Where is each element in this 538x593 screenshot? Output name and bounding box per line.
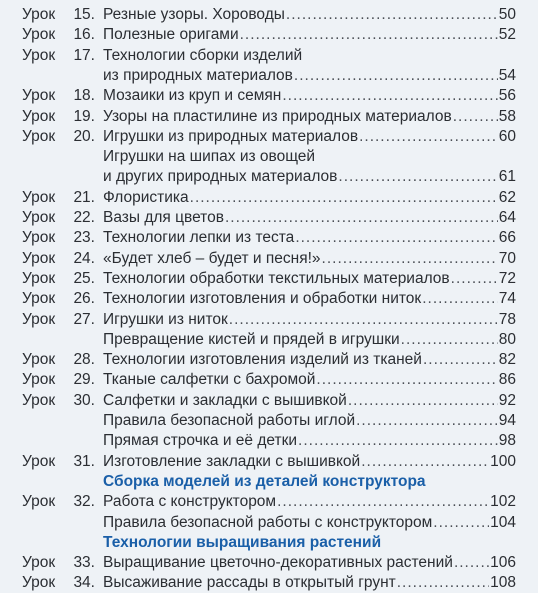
toc-entry: [103, 147, 516, 167]
lesson-label: Урок: [22, 574, 56, 592]
toc-entry: [103, 86, 516, 106]
entry-title: Высаживание рассады в открытый грунт: [103, 574, 396, 592]
toc-entry: [103, 269, 516, 289]
lesson-label: Урок: [22, 371, 56, 389]
lesson-number: 30.: [73, 391, 95, 409]
page-number: 106: [490, 554, 516, 572]
lesson-label: Урок: [22, 290, 56, 308]
section-title: Технологии выращивания растений: [103, 533, 382, 551]
page-number: 102: [490, 493, 516, 511]
toc-entry: [103, 330, 516, 350]
dot-leader: [229, 310, 498, 330]
lesson-number: 29.: [73, 371, 95, 389]
lesson-number: 27.: [73, 310, 95, 328]
entry-title: Технологии обработки текстильных материалов: [103, 269, 450, 287]
toc-row: [0, 310, 538, 330]
dot-leader: [348, 391, 498, 411]
dot-leader: [322, 249, 498, 269]
toc-row: [0, 492, 538, 512]
toc-row: [0, 5, 538, 25]
entry-title: Технологии изготовления и обработки ниток: [103, 290, 422, 308]
toc-row: [0, 330, 538, 350]
lesson-number: 24.: [73, 249, 95, 267]
section-heading: [0, 533, 538, 553]
dot-leader: [298, 431, 498, 451]
entry-title: Технологии сборки изделий: [103, 46, 303, 64]
lesson-number: 32.: [73, 493, 95, 511]
toc-row: [0, 431, 538, 451]
page-number: 60: [498, 127, 516, 145]
lesson-label: Урок: [22, 249, 56, 267]
entry-title: Работа с конструктором: [103, 493, 277, 511]
page-number: 98: [498, 432, 516, 450]
page-number: 70: [498, 249, 516, 267]
lesson-number: 23.: [73, 229, 95, 247]
toc-entry: [103, 167, 516, 187]
page-number: 94: [498, 412, 516, 429]
toc-row: [0, 391, 538, 411]
page-number: 66: [498, 229, 516, 247]
toc-row: [0, 107, 538, 127]
lesson-label: Урок: [22, 229, 56, 247]
page-number: 108: [490, 574, 516, 592]
entry-title: Выращивание цветочно-декоративных растений: [103, 554, 453, 572]
dot-leader: [190, 188, 498, 208]
toc-entry: [103, 553, 516, 573]
lesson-number: 28.: [73, 351, 95, 369]
toc-row: [0, 208, 538, 228]
toc-entry: [103, 5, 516, 25]
toc-entry: [103, 492, 516, 512]
dot-leader: [316, 370, 497, 390]
lesson-label: Урок: [22, 127, 56, 145]
entry-title: Резные узоры. Хороводы: [103, 6, 285, 23]
lesson-label: Урок: [22, 391, 56, 409]
toc-row: [0, 573, 538, 593]
dot-leader: [286, 5, 498, 25]
lesson-label: Урок: [22, 87, 56, 105]
toc-row: [0, 25, 538, 45]
dot-leader: [433, 513, 489, 533]
dot-leader: [338, 167, 497, 187]
page-number: 62: [498, 188, 516, 206]
toc-row: [0, 452, 538, 472]
entry-title: Полезные оригами: [103, 26, 239, 44]
lesson-number: 20.: [73, 127, 95, 145]
dot-leader: [401, 330, 498, 350]
toc-row: [0, 86, 538, 106]
toc-entry: [103, 310, 516, 330]
toc-entry: [103, 431, 516, 451]
page-number: 61: [498, 168, 516, 186]
dot-leader: [423, 350, 498, 370]
page-number: 100: [490, 452, 516, 470]
dot-leader: [451, 269, 498, 289]
toc-row: [0, 350, 538, 370]
toc-row: [0, 513, 538, 533]
toc-entry: [103, 25, 516, 45]
entry-title: Мозаики из круп и семян: [103, 87, 282, 105]
entry-title: Игрушки на шипах из овощей: [103, 148, 316, 166]
page-number: 58: [498, 107, 516, 125]
toc-row: [0, 269, 538, 289]
toc-row: [0, 66, 538, 86]
lesson-number: 31.: [73, 452, 95, 470]
dot-leader: [294, 66, 498, 86]
lesson-number: 33.: [73, 554, 95, 572]
entry-title: из природных материалов: [103, 66, 293, 84]
toc-entry: [103, 370, 516, 390]
toc-entry: [103, 107, 516, 127]
dot-leader: [277, 492, 489, 512]
toc-entry: [103, 208, 516, 228]
entry-title: «Будет хлеб – будет и песня!»: [103, 249, 321, 267]
dot-leader: [225, 208, 498, 228]
lesson-number: 17.: [73, 46, 95, 64]
section-heading: [0, 472, 538, 492]
toc-entry: [103, 452, 516, 472]
lesson-label: Урок: [22, 6, 56, 23]
lesson-label: Урок: [22, 452, 56, 470]
lesson-label: Урок: [22, 107, 56, 125]
entry-title: Игрушки из ниток: [103, 310, 228, 328]
dot-leader: [397, 573, 489, 593]
lesson-label: Урок: [22, 26, 56, 44]
toc-entry: [103, 249, 516, 269]
toc-row: [0, 228, 538, 248]
lesson-label: Урок: [22, 554, 56, 572]
toc-entry: [103, 411, 516, 431]
toc-row: [0, 167, 538, 187]
dot-leader: [422, 289, 498, 309]
lesson-number: 26.: [73, 290, 95, 308]
dot-leader: [295, 228, 497, 248]
toc-entry: [103, 513, 516, 533]
lesson-label: Урок: [22, 269, 56, 287]
lesson-label: Урок: [22, 351, 56, 369]
toc-row: [0, 46, 538, 66]
toc-row: [0, 370, 538, 390]
entry-title: Технологии лепки из теста: [103, 229, 295, 247]
toc-entry: [103, 66, 516, 86]
lesson-label: Урок: [22, 209, 56, 226]
dot-leader: [359, 127, 498, 147]
lesson-number: 16.: [73, 26, 95, 44]
toc-entry: [103, 573, 516, 593]
entry-title: Изготовление закладки с вышивкой: [103, 452, 361, 470]
toc-row: [0, 289, 538, 309]
page-number: 92: [498, 391, 516, 409]
toc-row: [0, 127, 538, 147]
dot-leader: [356, 411, 498, 431]
toc-row: [0, 553, 538, 573]
dot-leader: [240, 25, 498, 45]
toc-entry: [103, 533, 516, 553]
lesson-label: Урок: [22, 310, 56, 328]
page-number: 54: [498, 66, 516, 84]
entry-title: Правила безопасной работы с конструктором: [103, 513, 433, 531]
entry-title: Технологии изготовления изделий из тканей: [103, 351, 422, 369]
dot-leader: [361, 452, 489, 472]
toc-entry: [103, 350, 516, 370]
toc-entry: [103, 391, 516, 411]
dot-leader: [282, 86, 497, 106]
toc-entry: [103, 228, 516, 248]
toc-entry: [103, 46, 516, 66]
entry-title: Прямая строчка и её детки: [103, 432, 298, 450]
toc-entry: [103, 472, 516, 492]
entry-title: Салфетки и закладки с вышивкой: [103, 391, 347, 409]
lesson-number: 34.: [73, 574, 95, 592]
lesson-number: 21.: [73, 188, 95, 206]
section-title: Сборка моделей из деталей конструктора: [103, 472, 426, 490]
lesson-number: 19.: [73, 107, 95, 125]
dot-leader: [454, 553, 489, 573]
entry-title: Флористика: [103, 188, 189, 206]
lesson-label: Урок: [22, 46, 56, 64]
toc-row: [0, 249, 538, 269]
page-number: 72: [498, 269, 516, 287]
lesson-number: 22.: [73, 209, 95, 226]
page-number: 104: [490, 513, 516, 531]
entry-title: Узоры на пластилине из природных материалов: [103, 107, 452, 125]
toc-entry: [103, 289, 516, 309]
page-number: 64: [498, 209, 516, 226]
page-number: 74: [498, 290, 516, 308]
toc-row: [0, 147, 538, 167]
lesson-label: Урок: [22, 493, 56, 511]
entry-title: и других природных материалов: [103, 168, 338, 186]
page-number: 52: [498, 26, 516, 44]
entry-title: Правила безопасной работы иглой: [103, 412, 356, 429]
page-number: 78: [498, 310, 516, 328]
lesson-label: Урок: [22, 188, 56, 206]
page-number: 56: [498, 87, 516, 105]
lesson-number: 18.: [73, 87, 95, 105]
entry-title: Вазы для цветов: [103, 209, 224, 226]
page-number: 50: [498, 6, 516, 23]
toc-entry: [103, 127, 516, 147]
toc-row: [0, 411, 538, 431]
entry-title: Превращение кистей и прядей в игрушки: [103, 330, 400, 348]
entry-title: Тканые салфетки с бахромой: [103, 371, 316, 389]
page-number: 86: [498, 371, 516, 389]
lesson-number: 25.: [73, 269, 95, 287]
toc-row: [0, 188, 538, 208]
lesson-number: 15.: [73, 6, 95, 23]
dot-leader: [453, 107, 498, 127]
page-number: 82: [498, 351, 516, 369]
toc-entry: [103, 188, 516, 208]
entry-title: Игрушки из природных материалов: [103, 127, 359, 145]
page-number: 80: [498, 330, 516, 348]
